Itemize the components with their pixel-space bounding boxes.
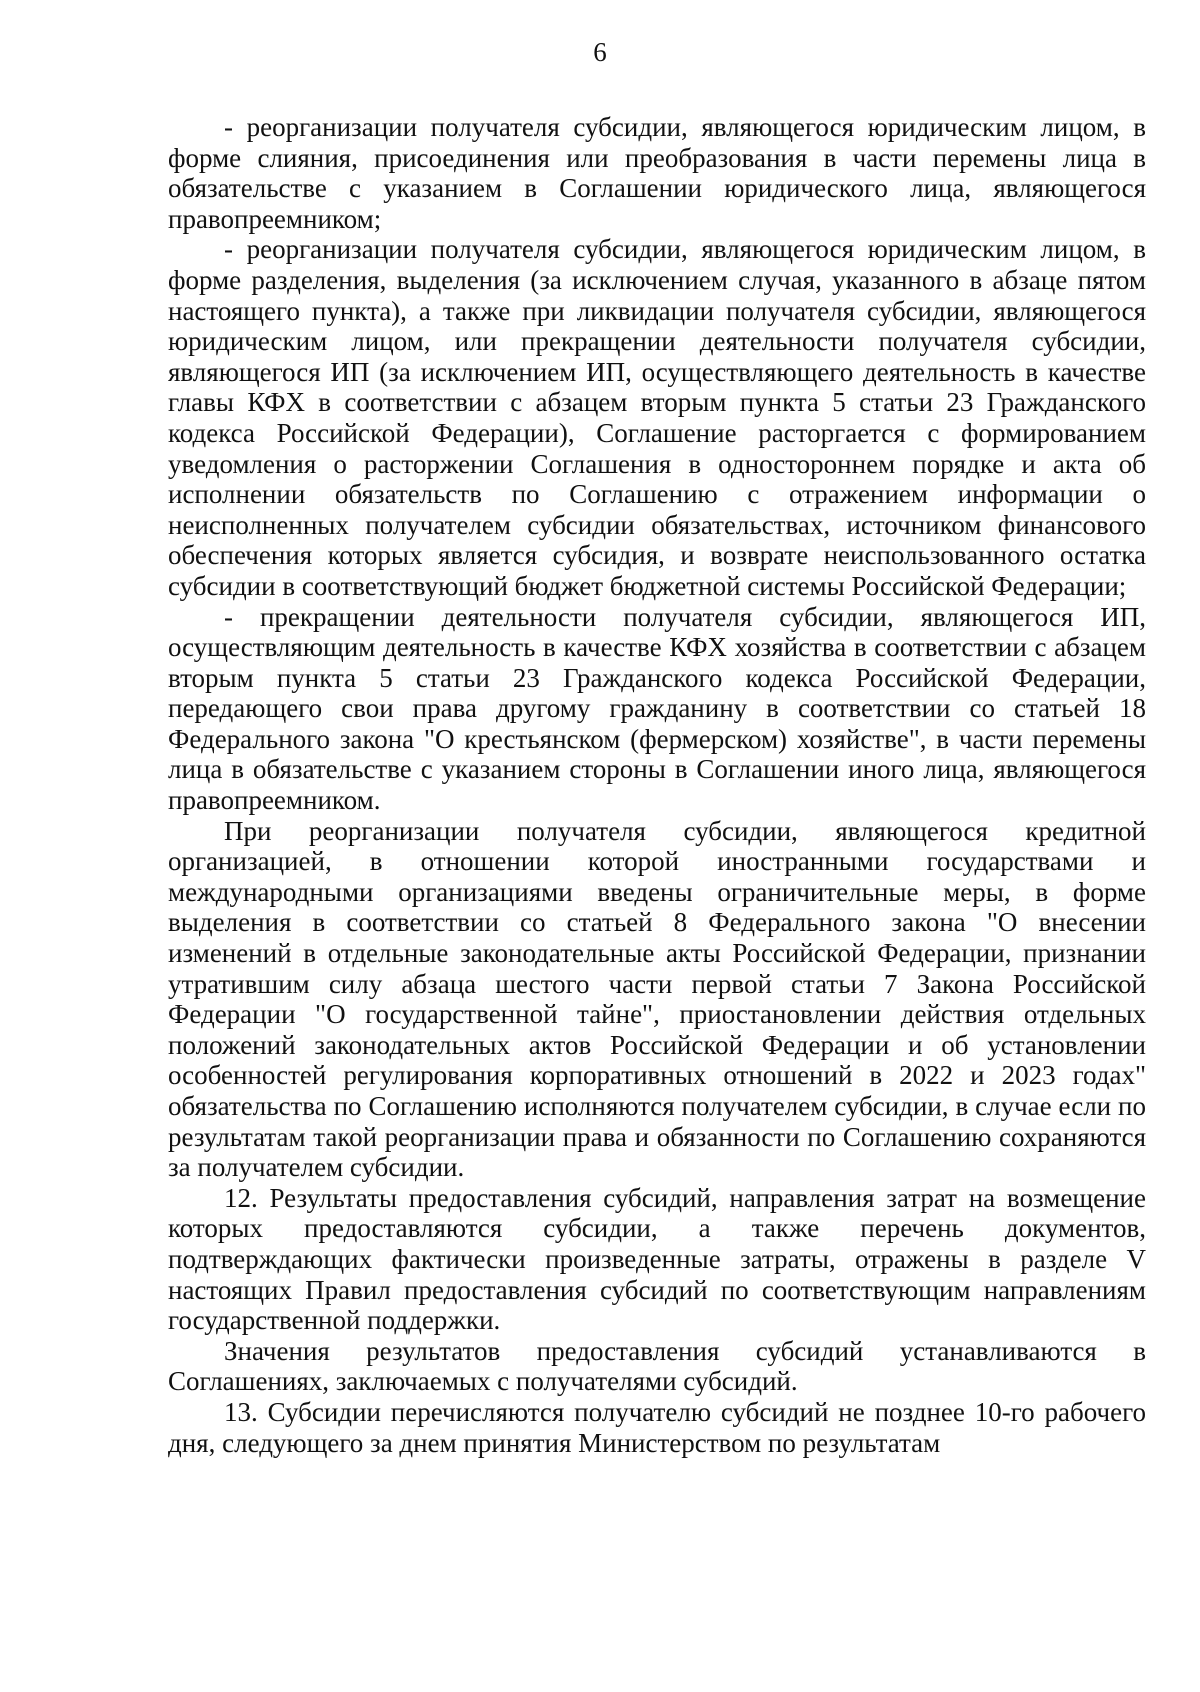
page-number: 6 <box>593 37 607 67</box>
document-body <box>168 112 1146 1458</box>
paragraph-reorganization-division: - реорганизации получателя субсидии, являющегося юридическим лицом, в форме разделения, выделения (за исключением случая, указанного в абзаце пятом настоящего пункта), а также при ликвидации получателя субсидии, являющегося юридическим лицом, или прекращении деятельности получателя субсидии, являющегося ИП (за исключением ИП, осуществляющего деятельность в качестве главы КФХ в соответствии с абзацем вторым пункта 5 статьи 23 Гражданского кодекса Российской Федерации), Соглашение расторгается с формированием уведомления о расторжении Соглашения в одностороннем порядке и акта об исполнении обязательств по Соглашению с отражением информации о неисполненных получателем субсидии обязательствах, источником финансового обеспечения которых является субсидия, и возврате неиспользованного остатка субсидии в соответствующий бюджет бюджетной системы Российской Федерации; <box>168 234 1146 601</box>
paragraph-result-values: Значения результатов предоставления субсидий устанавливаются в Соглашениях, заключаемых с получателями субсидий. <box>168 1335 1146 1397</box>
paragraph-item-13: 13. Субсидии перечисляются получателю субсидий не позднее 10-го рабочего дня, следующего за днем принятия Министерством по результатам <box>168 1396 1146 1458</box>
paragraph-credit-organization: При реорганизации получателя субсидии, являющегося кредитной организацией, в отношении которой иностранными государствами и международными организациями введены ограничительные меры, в форме выделения в соответствии со статьей 8 Федерального закона "О внесении изменений в отдельные законодательные акты Российской Федерации, признании утратившим силу абзаца шестого части первой статьи 7 Закона Российской Федерации "О государственной тайне", приостановлении действия отдельных положений законодательных актов Российской Федерации и об установлении особенностей регулирования корпоративных отношений в 2022 и 2023 годах" обязательства по Соглашению исполняются получателем субсидии, в случае если по результатам такой реорганизации права и обязанности по Соглашению сохраняются за получателем субсидии. <box>168 815 1146 1183</box>
paragraph-termination-kfh: - прекращении деятельности получателя субсидии, являющегося ИП, осуществляющим деятельность в качестве КФХ хозяйства в соответствии с абзацем вторым пункта 5 статьи 23 Гражданского кодекса Российской Федерации, передающего свои права другому гражданину в соответствии со статьей 18 Федерального закона "О крестьянском (фермерском) хозяйстве", в части перемены лица в обязательстве с указанием стороны в Соглашении иного лица, являющегося правопреемником. <box>168 601 1146 816</box>
paragraph-reorganization-merger: - реорганизации получателя субсидии, являющегося юридическим лицом, в форме слияния, присоединения или преобразования в части перемены лица в обязательстве с указанием в Соглашении юридического лица, являющегося правопреемником; <box>168 112 1146 234</box>
paragraph-item-12: 12. Результаты предоставления субсидий, направления затрат на возмещение которых предоставляются субсидии, а также перечень документов, подтверждающих фактически произведенные затраты, отражены в разделе V настоящих Правил предоставления субсидий по соответствующим направлениям государственной поддержки. <box>168 1182 1146 1336</box>
